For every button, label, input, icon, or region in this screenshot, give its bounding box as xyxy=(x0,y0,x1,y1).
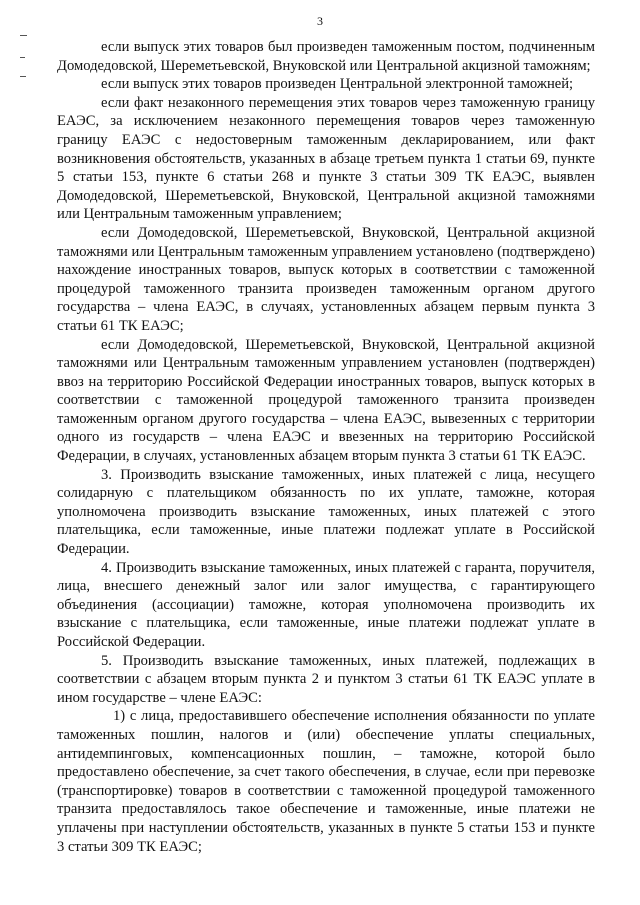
paragraph: если Домодедовской, Шереметьевской, Внуковской, Центральной акцизной таможнями или Центральным таможенным управлением установлено (подтверждено) нахождение иностранных товаров, выпуск которых в соответствии с таможенной процедурой таможенного транзита произведен таможенным органом другого государства – члена ЕАЭС, в случаях, установленных абзацем первым пункта 3 статьи 61 ТК ЕАЭС; xyxy=(57,224,595,334)
page-number: 3 xyxy=(317,14,323,28)
paragraph: если выпуск этих товаров был произведен таможенным постом, подчиненным Домодедовской, Шереметьевской, Внуковской или Центральной акцизной таможням; xyxy=(57,39,595,74)
document-body xyxy=(57,38,595,856)
paragraph: 3. Производить взыскание таможенных, иных платежей с лица, несущего солидарную с плательщиком обязанность по их уплате, таможне, которая уполномочена производить взыскание таможенных, иных платежей с этого плательщика, если таможенные, иные платежи подлежат уплате в Российской Федерации. xyxy=(57,466,595,558)
paragraph: 5. Производить взыскание таможенных, иных платежей, подлежащих в соответствии с абзацем вторым пункта 2 и пунктом 3 статьи 61 ТК ЕАЭС уплате в ином государстве – члене ЕАЭС: xyxy=(57,652,595,706)
paragraph: 1) с лица, предоставившего обеспечение исполнения обязанности по уплате таможенных пошлин, налогов и (или) обеспечение уплаты специальных, антидемпинговых, компенсационных пошлин, – таможне, которой было предоставлено обеспечение, за счет такого обеспечения, в случае, если при перевозке (транспортировке) товаров в соответствии с таможенной процедурой таможенного транзита предоставлялось такое обеспечение и таможенные, иные платежи не уплачены при наступлении обстоятельств, указанных в пункте 5 статьи 153 и пункте 3 статьи 309 ТК ЕАЭС; xyxy=(57,708,595,855)
margin-marks xyxy=(20,28,34,88)
paragraph: если факт незаконного перемещения этих товаров через таможенную границу ЕАЭС, за исключением незаконного перемещения товаров через таможенную границу ЕАЭС с недостоверным таможенным декларированием, или факт возникновения обстоятельств, указанных в абзаце третьем пункта 1 статьи 69, пункте 5 статьи 153, пункте 6 статьи 268 и пункте 3 статьи 309 ТК ЕАЭС, выявлен Домодедовской, Шереметьевской, Внуковской, Центральной акцизной таможнями или Центральным таможенным управлением; xyxy=(57,94,595,223)
paragraph: если Домодедовской, Шереметьевской, Внуковской, Центральной акцизной таможнями или Центральным таможенным управлением установлен (подтвержден) ввоз на территорию Российской Федерации иностранных товаров, выпуск которых в соответствии с таможенной процедурой таможенного транзита произведен таможенным органом другого государства – члена ЕАЭС, вывезенных с территории одного из государств – члена ЕАЭС и ввезенных на территорию Российской Федерации, в случаях, установленных абзацем вторым пункта 3 статьи 61 ТК ЕАЭС. xyxy=(57,336,595,465)
paragraph: если выпуск этих товаров произведен Центральной электронной таможней; xyxy=(101,76,574,93)
paragraph: 4. Производить взыскание таможенных, иных платежей с гаранта, поручителя, лица, внесшего денежный залог или залог имущества, с гарантирующего объединения (ассоциации) таможне, которая уполномочена производить их взыскание с плательщика, если таможенные, иные платежи подлежат уплате в Российской Федерации. xyxy=(57,559,595,650)
